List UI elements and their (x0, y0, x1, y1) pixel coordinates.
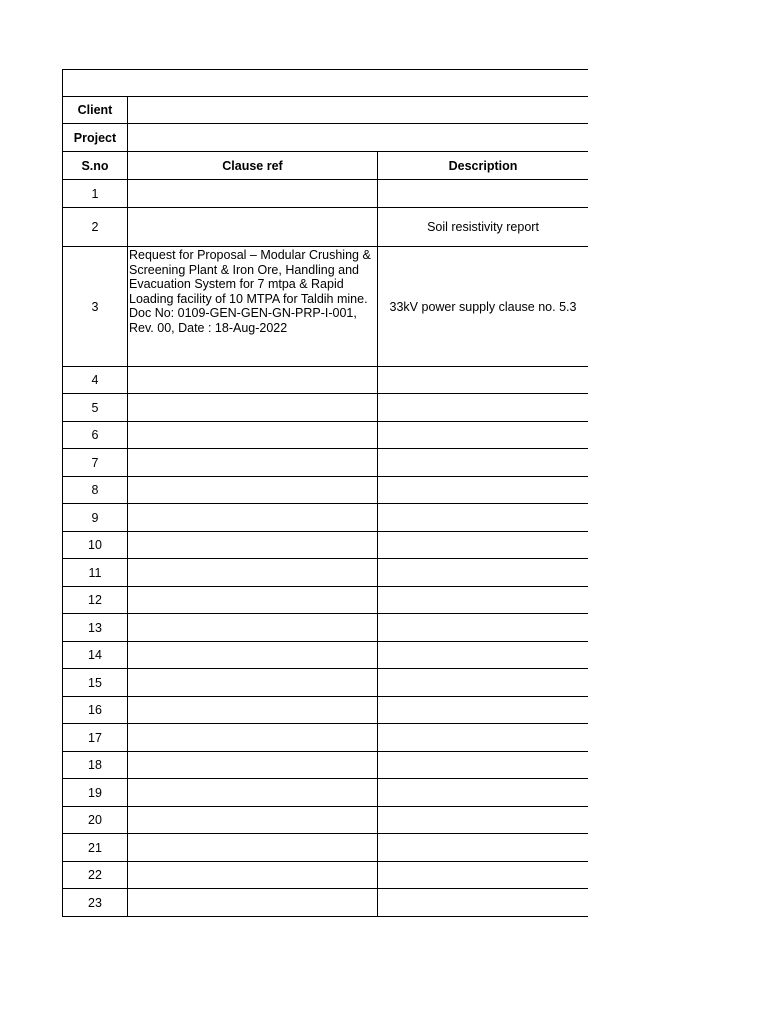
table-row (63, 779, 589, 807)
row-clause-ref (128, 367, 378, 394)
row-sno: 6 (63, 422, 128, 449)
table-row (63, 477, 589, 504)
table-row (63, 247, 589, 367)
row-description (378, 614, 589, 642)
row-sno: 14 (63, 642, 128, 669)
row-clause-ref (128, 807, 378, 834)
row-description: 33kV power supply clause no. 5.3 (378, 247, 589, 367)
spreadsheet-area (62, 69, 588, 934)
title-row (63, 70, 589, 97)
row-description (378, 532, 589, 559)
project-value (128, 124, 589, 152)
table-row (63, 697, 589, 724)
table-row (63, 180, 589, 208)
row-description (378, 697, 589, 724)
row-clause-ref (128, 504, 378, 532)
row-description (378, 504, 589, 532)
row-sno: 3 (63, 247, 128, 367)
row-clause-ref (128, 559, 378, 587)
row-description (378, 422, 589, 449)
row-sno: 20 (63, 807, 128, 834)
row-description (378, 559, 589, 587)
row-sno: 15 (63, 669, 128, 697)
row-description (378, 642, 589, 669)
row-sno: 23 (63, 889, 128, 917)
table-row (63, 208, 589, 247)
row-description (378, 394, 589, 422)
row-clause-ref (128, 208, 378, 247)
row-clause-ref (128, 532, 378, 559)
row-description (378, 180, 589, 208)
row-sno: 11 (63, 559, 128, 587)
row-sno: 12 (63, 587, 128, 614)
row-sno: 2 (63, 208, 128, 247)
table-row (63, 587, 589, 614)
row-sno: 22 (63, 862, 128, 889)
row-sno: 4 (63, 367, 128, 394)
row-clause-ref (128, 724, 378, 752)
column-header-description: Description (378, 152, 589, 180)
row-description (378, 449, 589, 477)
row-sno: 21 (63, 834, 128, 862)
row-sno: 7 (63, 449, 128, 477)
row-clause-ref (128, 477, 378, 504)
row-clause-ref (128, 669, 378, 697)
table-row (63, 834, 589, 862)
row-sno: 10 (63, 532, 128, 559)
table-row (63, 807, 589, 834)
table-row (63, 559, 589, 587)
row-clause-ref (128, 752, 378, 779)
client-value (128, 97, 589, 124)
table-row (63, 422, 589, 449)
row-description (378, 807, 589, 834)
column-header-clause-ref: Clause ref (128, 152, 378, 180)
row-sno: 8 (63, 477, 128, 504)
table-row (63, 724, 589, 752)
project-label: Project (63, 124, 128, 152)
row-description (378, 724, 589, 752)
row-clause-ref (128, 614, 378, 642)
row-clause-ref (128, 422, 378, 449)
table-row (63, 862, 589, 889)
column-header-row (63, 152, 589, 180)
row-sno: 1 (63, 180, 128, 208)
row-description (378, 834, 589, 862)
table-row (63, 752, 589, 779)
row-description (378, 587, 589, 614)
table-row (63, 394, 589, 422)
row-clause-ref (128, 834, 378, 862)
row-sno: 9 (63, 504, 128, 532)
table-row (63, 367, 589, 394)
table-row (63, 532, 589, 559)
row-clause-ref (128, 779, 378, 807)
row-clause-ref (128, 697, 378, 724)
row-clause-ref: Request for Proposal – Modular Crushing & Screening Plant & Iron Ore, Handling and Evacuation System for 7 mtpa & Rapid Loading facility of 10 MTPA for Taldih mine. Doc No: 0109-GEN-GEN-GN-PRP-I-001, Rev. 00, Date : 18-Aug-2022 (128, 247, 378, 367)
row-sno: 17 (63, 724, 128, 752)
project-row (63, 124, 589, 152)
row-description (378, 367, 589, 394)
row-clause-ref (128, 180, 378, 208)
client-label: Client (63, 97, 128, 124)
row-description (378, 669, 589, 697)
table-row (63, 504, 589, 532)
row-description (378, 779, 589, 807)
table-row (63, 449, 589, 477)
clause-table (62, 69, 588, 917)
column-header-sno: S.no (63, 152, 128, 180)
row-description (378, 889, 589, 917)
table-row (63, 614, 589, 642)
row-clause-ref (128, 642, 378, 669)
row-description (378, 752, 589, 779)
table-row (63, 669, 589, 697)
row-description: Soil resistivity report (378, 208, 589, 247)
row-description (378, 477, 589, 504)
row-clause-ref (128, 587, 378, 614)
row-clause-ref (128, 862, 378, 889)
table-row (63, 889, 589, 917)
title-cell (63, 70, 589, 97)
row-sno: 16 (63, 697, 128, 724)
row-clause-ref (128, 394, 378, 422)
row-sno: 13 (63, 614, 128, 642)
client-row (63, 97, 589, 124)
row-clause-ref (128, 889, 378, 917)
row-clause-ref (128, 449, 378, 477)
row-sno: 19 (63, 779, 128, 807)
row-sno: 18 (63, 752, 128, 779)
table-row (63, 642, 589, 669)
row-sno: 5 (63, 394, 128, 422)
row-description (378, 862, 589, 889)
